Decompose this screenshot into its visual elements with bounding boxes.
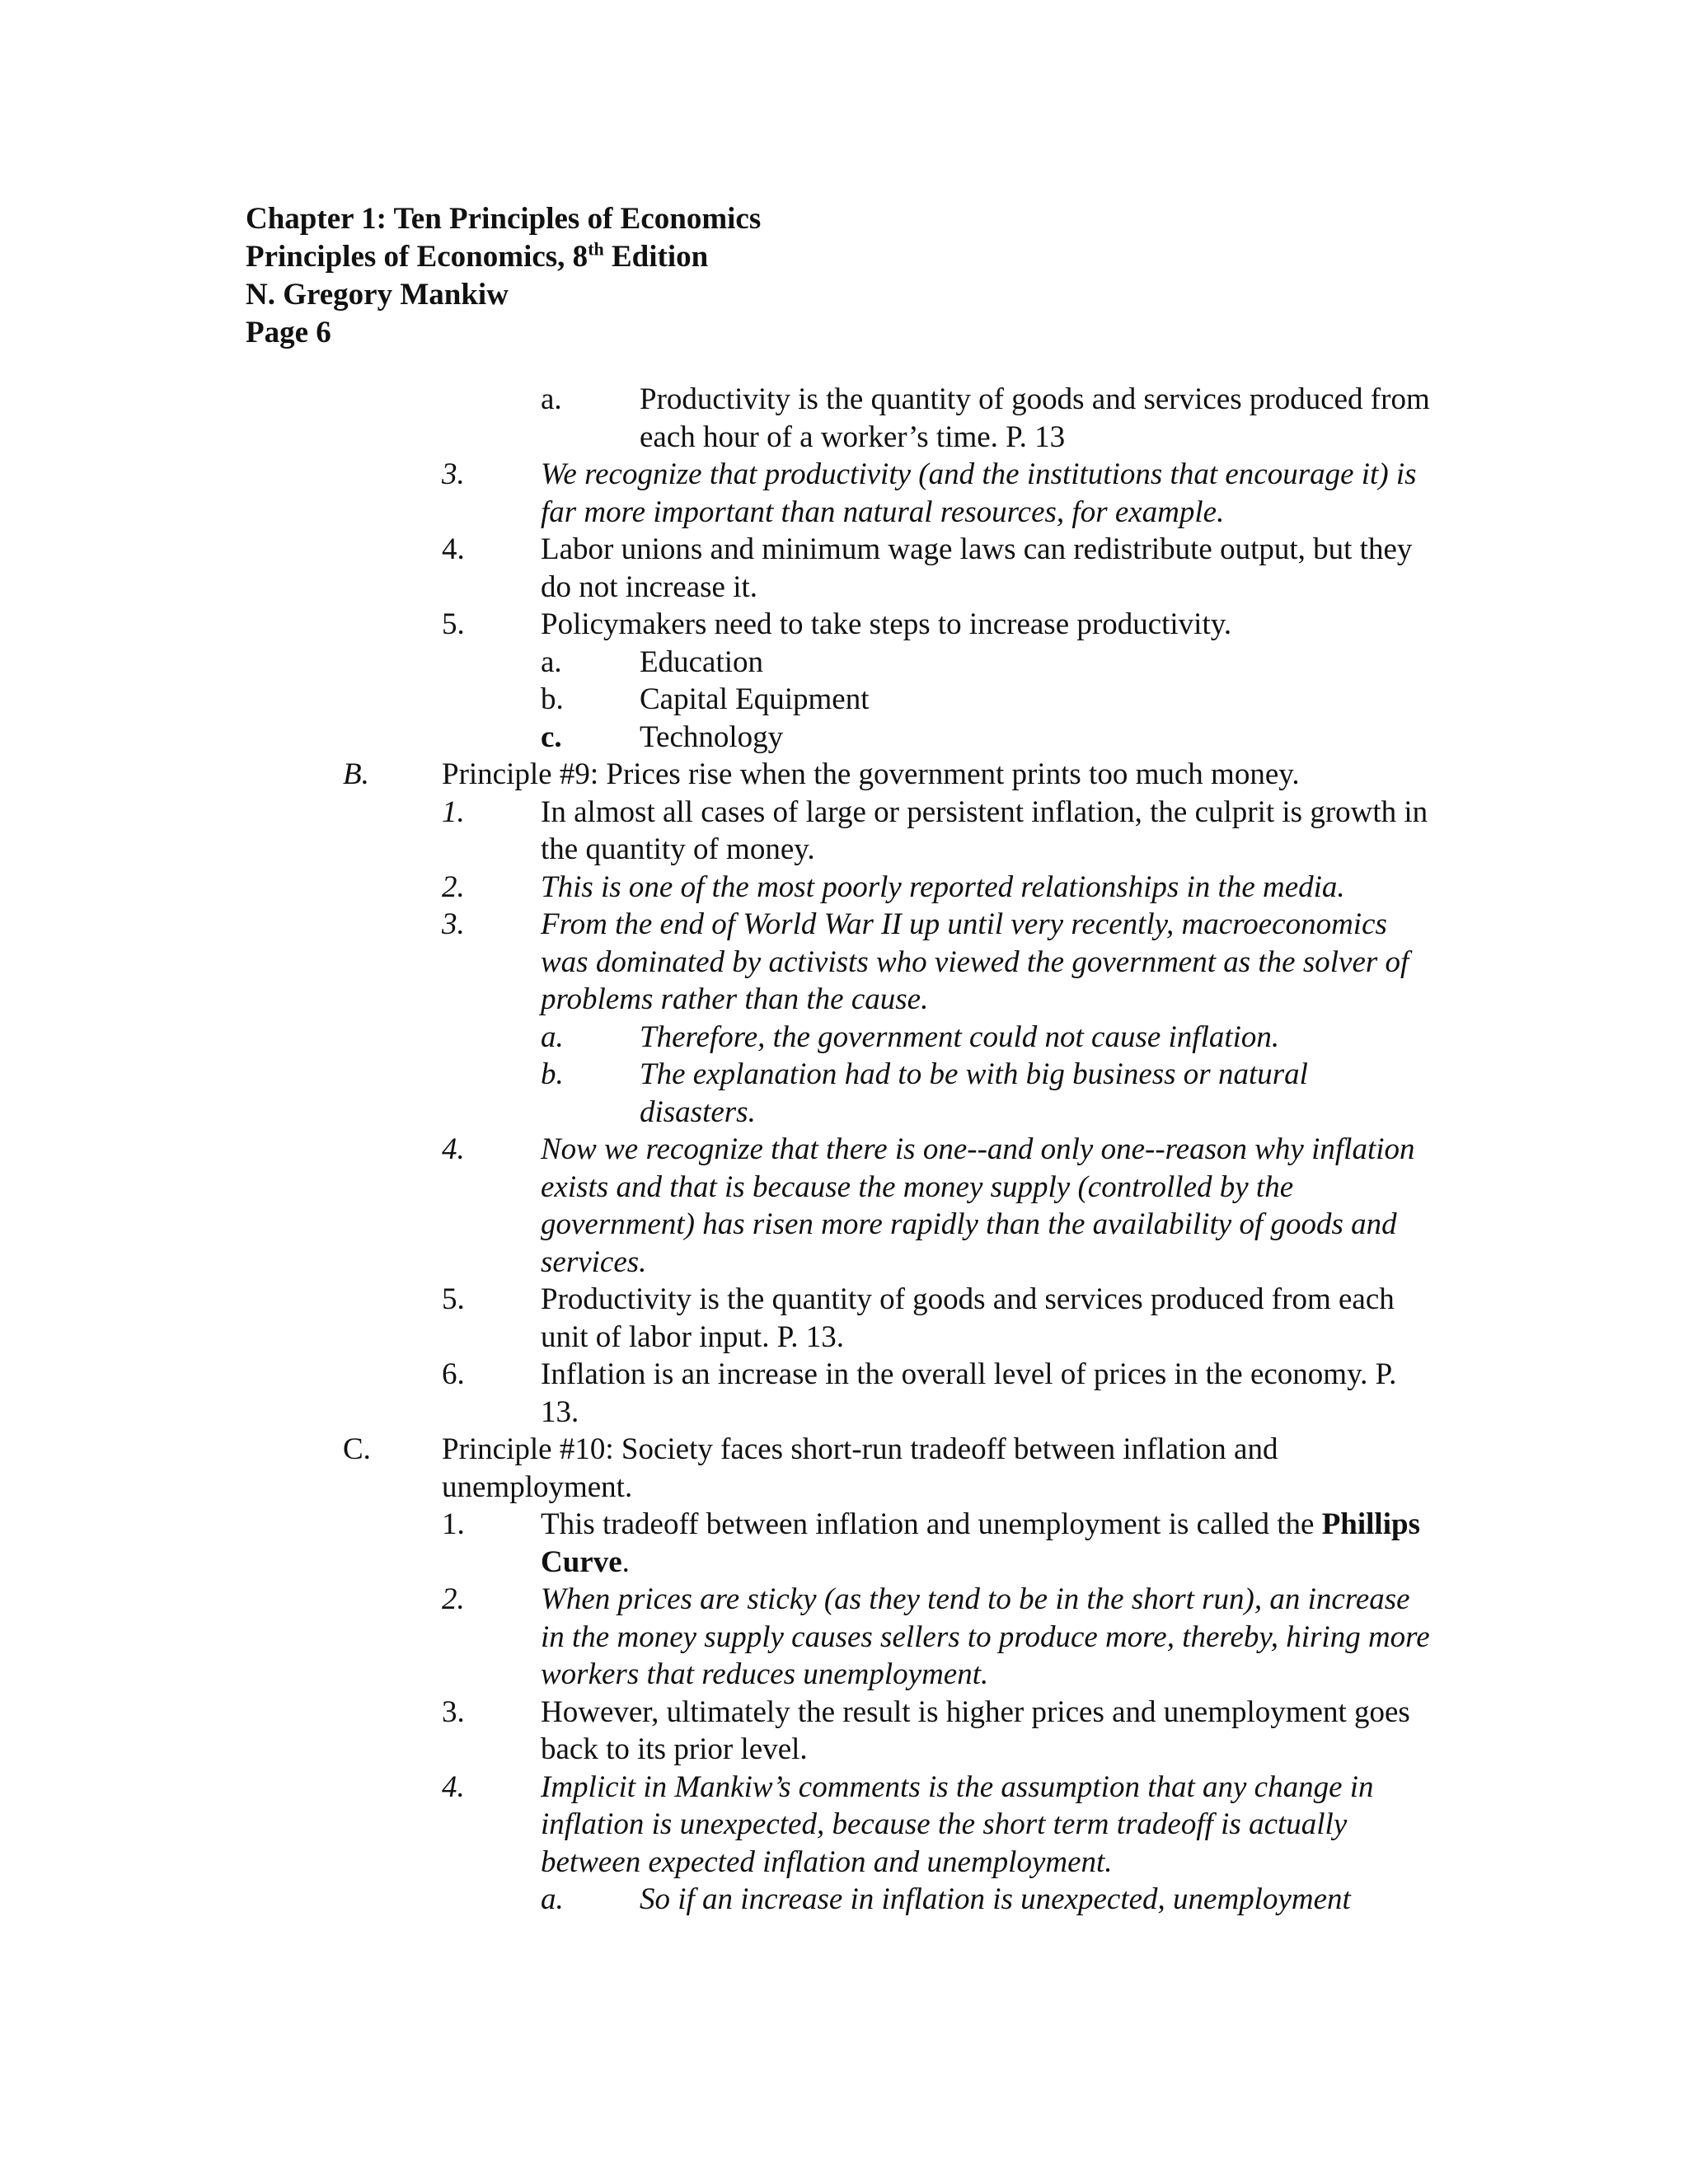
outline-text <box>541 906 1431 1019</box>
outline-item <box>0 756 1688 794</box>
outline-marker: 4. <box>442 1769 465 1804</box>
book-title <box>246 238 761 276</box>
author-name: N. Gregory Mankiw <box>246 278 509 312</box>
outline-item <box>0 1056 1688 1131</box>
outline-text <box>541 869 1431 907</box>
outline-text-content: In almost all cases of large or persistent inflation, the culprit is growth in the quantity of money. <box>541 794 1428 866</box>
outline-item <box>0 1694 1688 1769</box>
outline-text-content: Therefore, the government could not cause inflation. <box>640 1019 1280 1054</box>
outline-marker: 5. <box>442 607 465 641</box>
outline-marker: 3. <box>442 1694 465 1729</box>
outline-text <box>541 1769 1431 1882</box>
outline-text-content: Now we recognize that there is one--and only one--reason why inflation exists and that is because the money supply (controlled by the government) has risen more rapidly than the availability of goods and services. <box>541 1132 1415 1279</box>
outline-marker: c. <box>541 719 562 754</box>
outline-text <box>640 1056 1431 1131</box>
outline-marker: 5. <box>442 1282 465 1316</box>
outline-text <box>442 756 1431 794</box>
outline-marker: 6. <box>442 1357 465 1391</box>
outline-text <box>541 1581 1431 1694</box>
outline-text <box>541 531 1431 606</box>
outline-item <box>0 1881 1688 1919</box>
outline-item <box>0 794 1688 869</box>
outline-text-content: Education <box>640 644 764 679</box>
outline-item <box>0 1431 1688 1506</box>
outline-text-content: From the end of World War II up until very recently, macroeconomics was dominated by activists who viewed the government as the solver of problems rather than the cause. <box>541 907 1409 1016</box>
outline-item <box>0 681 1688 719</box>
outline-item <box>0 1019 1688 1057</box>
outline-item <box>0 606 1688 644</box>
outline-text-content: This is one of the most poorly reported relationships in the media. <box>541 869 1345 904</box>
outline-text-content: So if an increase in inflation is unexpected, unemployment <box>640 1882 1351 1916</box>
edition-superscript: th <box>588 238 604 260</box>
outline-text-content: Productivity is the quantity of goods and services produced from each unit of labor input. P. 13. <box>541 1282 1395 1354</box>
outline-item <box>0 869 1688 907</box>
outline-text-content: Principle #10: Society faces short-run tradeoff between inflation and unemployment. <box>442 1432 1278 1504</box>
outline-item <box>0 1131 1688 1281</box>
outline-item <box>0 456 1688 531</box>
outline-text <box>541 1131 1431 1281</box>
outline-marker: a. <box>541 1882 564 1916</box>
outline-text <box>541 1506 1431 1581</box>
outline-text-content: Labor unions and minimum wage laws can redistribute output, but they do not increase it. <box>541 532 1413 604</box>
outline-text-content: Inflation is an increase in the overall level of prices in the economy. P. 13. <box>541 1357 1397 1429</box>
key-term: Phillips Curve <box>541 1507 1420 1579</box>
page-number: Page 6 <box>246 316 331 349</box>
outline-text <box>541 1694 1431 1769</box>
outline-text-content: Technology <box>640 719 784 754</box>
outline-text <box>640 681 1431 719</box>
outline-text <box>640 1881 1431 1919</box>
outline-marker: 4. <box>442 1132 465 1166</box>
outline-item <box>0 1356 1688 1431</box>
outline-text <box>640 381 1431 456</box>
book-title-text: Principles of Economics, 8 <box>246 240 588 274</box>
outline-text-content: However, ultimately the result is higher prices and unemployment goes back to its prior level. <box>541 1694 1410 1766</box>
outline-text <box>640 719 1431 757</box>
outline-text <box>640 1019 1431 1057</box>
outline-text-content: The explanation had to be with big business or natural disasters. <box>640 1057 1308 1129</box>
outline-item <box>0 644 1688 682</box>
outline-marker: 3. <box>442 907 465 941</box>
outline-item <box>0 381 1688 456</box>
outline-marker: 2. <box>442 869 465 904</box>
outline-text-content: This tradeoff between inflation and unemployment is called the <box>541 1507 1315 1541</box>
outline-text-content: When prices are sticky (as they tend to be in the short run), an increase in the money supply causes sellers to produce more, thereby, hiring more workers that reduces unemployment. <box>541 1582 1430 1691</box>
outline-list <box>0 381 1688 1919</box>
outline-marker: B. <box>343 757 369 791</box>
outline-marker: 1. <box>442 1507 465 1541</box>
outline-text-content: Policymakers need to take steps to increase productivity. <box>541 607 1232 641</box>
outline-marker: 2. <box>442 1582 465 1616</box>
outline-marker: 3. <box>442 457 465 491</box>
outline-text <box>541 794 1431 869</box>
outline-text-content: Productivity is the quantity of goods and services produced from each hour of a worker’s time. P. 13 <box>640 382 1430 454</box>
outline-marker: 4. <box>442 532 465 566</box>
outline-item <box>0 1581 1688 1694</box>
outline-text-content: We recognize that productivity (and the institutions that encourage it) is far more important than natural resources, for example. <box>541 457 1417 529</box>
outline-marker: b. <box>541 682 564 716</box>
outline-item <box>0 1281 1688 1356</box>
outline-marker: b. <box>541 1057 564 1091</box>
outline-text-content: Principle #9: Prices rise when the government prints too much money. <box>442 757 1300 791</box>
outline-text <box>541 1356 1431 1431</box>
outline-text <box>640 644 1431 682</box>
outline-text <box>442 1431 1431 1506</box>
outline-text-content: Capital Equipment <box>640 682 870 716</box>
outline-item <box>0 906 1688 1019</box>
outline-item <box>0 1506 1688 1581</box>
outline-marker: 1. <box>442 794 465 829</box>
outline-text <box>541 1281 1431 1356</box>
outline-item <box>0 1769 1688 1882</box>
document-header <box>246 200 761 352</box>
outline-text <box>541 456 1431 531</box>
outline-item <box>0 531 1688 606</box>
outline-marker: a. <box>541 1019 564 1054</box>
outline-marker: a. <box>541 382 562 416</box>
edition-label: Edition <box>603 240 709 274</box>
outline-text <box>541 606 1431 644</box>
outline-item <box>0 719 1688 757</box>
key-term-punctuation: . <box>621 1544 630 1579</box>
outline-text-content: Implicit in Mankiw’s comments is the assumption that any change in inflation is unexpected, because the short term tradeoff is actually between expected inflation and unemployment. <box>541 1769 1374 1879</box>
outline-marker: C. <box>343 1432 371 1466</box>
chapter-title: Chapter 1: Ten Principles of Economics <box>246 202 762 236</box>
outline-marker: a. <box>541 644 562 679</box>
